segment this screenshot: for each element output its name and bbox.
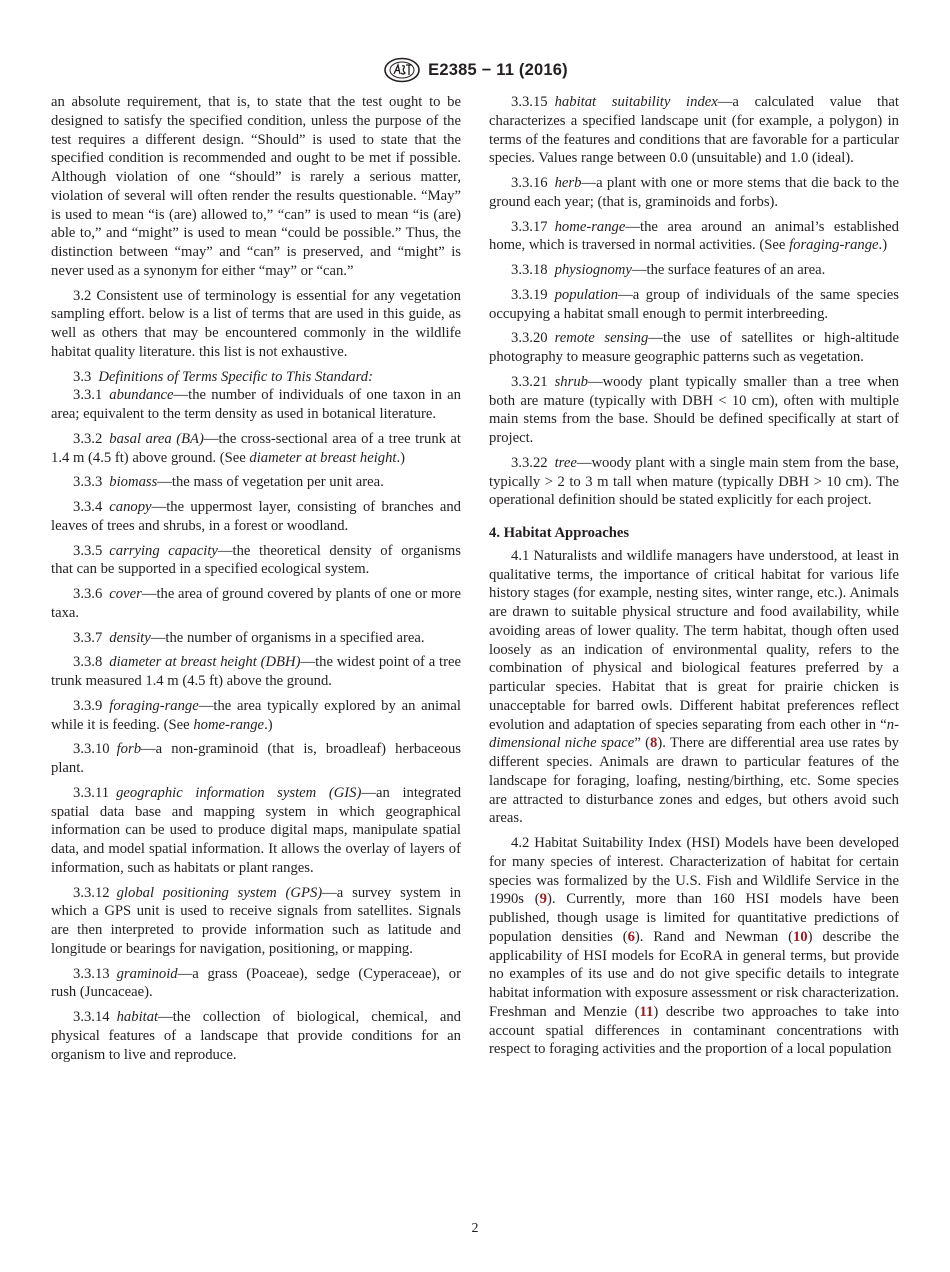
definition-3-3-10 <box>51 740 461 778</box>
definition-number: 3.3.16 <box>511 175 548 191</box>
definition-text: —the area of ground covered by plants of one or more taxa. <box>51 586 461 621</box>
definition-3-3-16 <box>489 174 899 212</box>
document-id: E2385 − 11 (2016) <box>428 60 568 79</box>
reference-link[interactable]: 11 <box>639 1003 654 1020</box>
paragraph-text: 4.1 Naturalists and wildlife managers have understood, at least in qualitative terms, the importance of critical habitat for various life history stages (for example, nesting sites, winter range, etc.). Animals are drawn to suitable physical structure and food availability, while avoiding areas of lower quality. The term habitat, though often used loosely as an indication of environmental quality, refers to the combination of physical and biological features preferred by a particular species. Habitat that is great for prairie chicken is unacceptable for barred owls. Different habitat preferences reflect evolution and adaptation of species separating from each other in “ <box>489 547 899 733</box>
definition-text: —the uppermost layer, consisting of branches and leaves of trees and shrubs, in a forest or woodland. <box>51 499 461 534</box>
definition-text-end: .) <box>264 716 273 733</box>
paragraph-3-2: 3.2 Consistent use of terminology is essential for any vegetation sampling effort. below is a list of terms that are used in this guide, as well as others that may be encountered commonly in the wildlife habitat quality literature. this list is not exhaustive. <box>51 287 461 360</box>
definition-3-3-12 <box>51 884 461 959</box>
definition-number: 3.3.7 <box>73 629 103 646</box>
definition-term: physiognomy <box>554 262 632 278</box>
right-column <box>489 93 899 1059</box>
definition-text: —a grass (Poaceae), sedge (Cyperaceae), or rush (Juncaceae). <box>51 965 461 1001</box>
definition-term: diameter at breast height (DBH) <box>109 654 301 671</box>
definition-term: remote sensing <box>554 330 649 347</box>
paragraph-continued: an absolute requirement, that is, to state that the test ought to be designed to satisfy the specified condition, unless the purpose of the test requires a different design. “Should” is used to state that the specified condition is recommended and ought to be met if possible. Although violation of one “should” is rarely a serious matter, violation of several will often render the results questionable. “May” is used to mean “is (are) allowed to,” “can” is used to mean “is (are) able to,” and “might” is used to mean “could be possible.” Thus, the distinction between “may” and “can” is preserved, and “might” is never used as a synonym for either “may” or “can.” <box>51 94 461 279</box>
definition-3-3-14 <box>51 1008 461 1064</box>
left-column <box>51 93 461 1064</box>
cross-reference: foraging-range <box>789 237 879 254</box>
paragraph-text: ) describe two approaches to take into account spatial differences in contaminant concentrations with respect to foraging activities and the proportion of a local population <box>489 1003 900 1058</box>
definition-term: abundance <box>109 387 174 404</box>
definition-number: 3.3.20 <box>511 330 548 347</box>
definition-text: —the area around an animal’s established home, which is traversed in normal activities. (See <box>489 218 899 254</box>
reference-link[interactable]: 8 <box>650 735 658 752</box>
reference-link[interactable]: 9 <box>539 891 547 908</box>
definition-term: carrying capacity <box>109 542 218 559</box>
definition-text: —the collection of biological, chemical, and physical features of a landscape that provide conditions for an organism to live and reproduce. <box>51 1009 461 1063</box>
definition-number: 3.3.21 <box>511 373 548 390</box>
definition-text: —the mass of vegetation per unit area. <box>157 474 384 491</box>
definition-text: —a plant with one or more stems that die back to the ground each year; (that is, graminoids and forbs). <box>489 175 899 210</box>
paragraph-text: ” ( <box>634 735 651 752</box>
definition-term: foraging-range <box>109 697 199 714</box>
definition-3-3-9 <box>51 697 461 735</box>
definition-3-3-19 <box>489 286 899 324</box>
definition-text: —a group of individuals of the same species occupying a habitat small enough to permit interbreeding. <box>489 286 899 322</box>
definition-number: 3.3.8 <box>73 654 103 671</box>
definition-3-3-4 <box>51 498 461 536</box>
paragraph-4-2 <box>489 834 899 1059</box>
definition-number: 3.3.13 <box>73 965 110 982</box>
definition-number: 3.3.14 <box>73 1009 110 1025</box>
definition-text: —woody plant with a single main stem from the base, typically > 2 to 3 m tall when mature (typically DBH > 10 cm). The operational definition should be stated explicitly for each project. <box>489 454 899 509</box>
italic-phrase: n-dimensional niche space <box>489 716 899 752</box>
definition-number: 3.3.15 <box>511 94 548 110</box>
definition-text-end: .) <box>396 449 406 466</box>
definition-3-3-7 <box>51 629 461 648</box>
page-header <box>0 56 950 84</box>
definition-number: 3.3.3 <box>73 474 103 491</box>
definition-3-3-5 <box>51 542 461 580</box>
definition-text-end: .) <box>878 237 888 254</box>
definition-term: population <box>554 286 619 303</box>
paragraph-4-1 <box>489 547 899 828</box>
astm-logo-icon <box>382 57 422 83</box>
definition-term: cover <box>109 586 142 602</box>
definition-number: 3.3.18 <box>511 262 548 278</box>
definition-term: density <box>109 629 151 646</box>
definition-term: canopy <box>109 499 152 515</box>
definition-3-3-15 <box>489 93 899 168</box>
definition-text: —the surface features of an area. <box>631 262 826 278</box>
definition-term: home-range <box>554 218 626 235</box>
definition-number: 3.3.12 <box>73 884 110 901</box>
definition-text: —a calculated value that characterizes a specified landscape unit (for example, a polygon) in terms of the features and conditions that are favorable for a particular species. Values range between 0.0 (unsuitable) and 1.0 (ideal). <box>489 94 899 167</box>
definition-number: 3.3.11 <box>73 784 110 801</box>
definition-3-3-8 <box>51 653 461 691</box>
definition-3-3-1 <box>51 386 461 424</box>
definition-text: —the theoretical density of organisms that can be supported in a specified ecological system. <box>51 542 461 578</box>
definition-term: habitat suitability index <box>554 94 718 110</box>
definition-number: 3.3.9 <box>73 697 103 714</box>
definition-term: forb <box>116 741 142 758</box>
definition-3-3-21 <box>489 373 899 448</box>
definition-3-3-3 <box>51 473 461 492</box>
definition-3-3-11 <box>51 784 461 878</box>
cross-reference: diameter at breast height <box>249 449 397 466</box>
definition-term: global positioning system (GPS) <box>116 884 323 901</box>
definition-number: 3.3.5 <box>73 542 103 559</box>
definition-text: —the widest point of a tree trunk measured 1.4 m (4.5 ft) above the ground. <box>51 654 461 689</box>
definition-3-3-22 <box>489 454 899 510</box>
definition-text: —a non-graminoid (that is, broadleaf) herbaceous plant. <box>51 741 461 776</box>
definition-text: —the use of satellites or high-altitude photography to measure geographic patterns such as vegetation. <box>489 330 899 365</box>
definition-number: 3.3.17 <box>511 218 548 235</box>
definition-3-3-13 <box>51 965 461 1003</box>
definition-text: —an integrated spatial data base and mapping system in which geographical information can be used to produce digital maps, manipulate spatial data, and model spatial information. It allows the overlay of layers of information, such as habitats or plant ranges. <box>51 784 462 876</box>
definition-3-3-17 <box>489 218 899 256</box>
definition-term: basal area (BA) <box>109 430 204 447</box>
definition-3-3-18 <box>489 261 899 280</box>
definition-text: —the number of organisms in a specified area. <box>150 629 425 646</box>
paragraph-text: ) describe the applicability of HSI models for EcoRA in general terms, but provide no examples of its use and do not give specific details to integrate habitat information with exposure assessment or risk characterization. Freshman and Menzie ( <box>489 928 899 1020</box>
definition-text: —the area typically explored by an animal while it is feeding. (See <box>51 697 461 733</box>
definition-term: tree <box>554 454 577 471</box>
definition-number: 3.3.1 <box>73 387 103 404</box>
definition-3-3-6 <box>51 585 461 623</box>
paragraph-text: ). There are differential area use rates by different species. Animals are drawn to particular features of the landscape for foraging, loafing, nesting/birthing, etc. Some species are attracted to disturbance zones and edges, but others avoid such areas. <box>489 735 899 827</box>
definition-number: 3.3.4 <box>73 499 103 515</box>
definition-term: habitat <box>116 1009 159 1025</box>
definition-3-3-2 <box>51 430 461 468</box>
reference-link[interactable]: 6 <box>627 928 635 945</box>
definition-term: shrub <box>554 373 588 390</box>
reference-link[interactable]: 10 <box>792 928 808 945</box>
section-3-3-heading <box>51 368 461 387</box>
definition-term: geographic information system (GIS) <box>116 784 362 801</box>
definition-number: 3.3.2 <box>73 430 103 447</box>
paragraph-text: ). Currently, more than 160 HSI models have been published, though usage is limited for quantitative predictions of population densities ( <box>489 891 899 945</box>
section-title: Definitions of Terms Specific to This Standard: <box>98 368 373 385</box>
definition-term: graminoid <box>116 965 178 982</box>
definition-text: —woody plant typically smaller than a tree when both are mature (typically with DBH < 10 cm), often with multiple main stems from the base. Should be defined specifically at start of project. <box>489 373 899 446</box>
definition-number: 3.3.19 <box>511 286 548 303</box>
definition-text: —a survey system in which a GPS unit is used to receive signals from satellites. Signals are then interpreted to provide information such as latitude and longitude or bearings for navigation, positioning, or mapping. <box>51 884 461 957</box>
page-number: 2 <box>471 1221 479 1236</box>
definition-number: 3.3.10 <box>73 741 110 758</box>
section-number: 3.3 <box>73 368 92 385</box>
definition-term: biomass <box>109 474 158 491</box>
definition-number: 3.3.6 <box>73 586 103 602</box>
cross-reference: home-range <box>193 716 265 733</box>
definition-number: 3.3.22 <box>511 454 548 471</box>
definition-text: —the number of individuals of one taxon in an area; equivalent to the term density as used in botanical literature. <box>51 387 461 422</box>
section-4-heading: 4. Habitat Approaches <box>489 525 630 541</box>
paragraph-text: ). Rand and Newman ( <box>634 928 793 945</box>
definition-text: —the cross-sectional area of a tree trunk at 1.4 m (4.5 ft) above ground. (See <box>51 430 461 466</box>
paragraph-text: 4.2 Habitat Suitability Index (HSI) Models have been developed for many species of interest. Characterization of habitat for certain species was formalized by the U.S. Fish and Wildlife Service in the 1990s ( <box>489 835 899 908</box>
definition-3-3-20 <box>489 329 899 367</box>
definition-term: herb <box>554 175 582 191</box>
